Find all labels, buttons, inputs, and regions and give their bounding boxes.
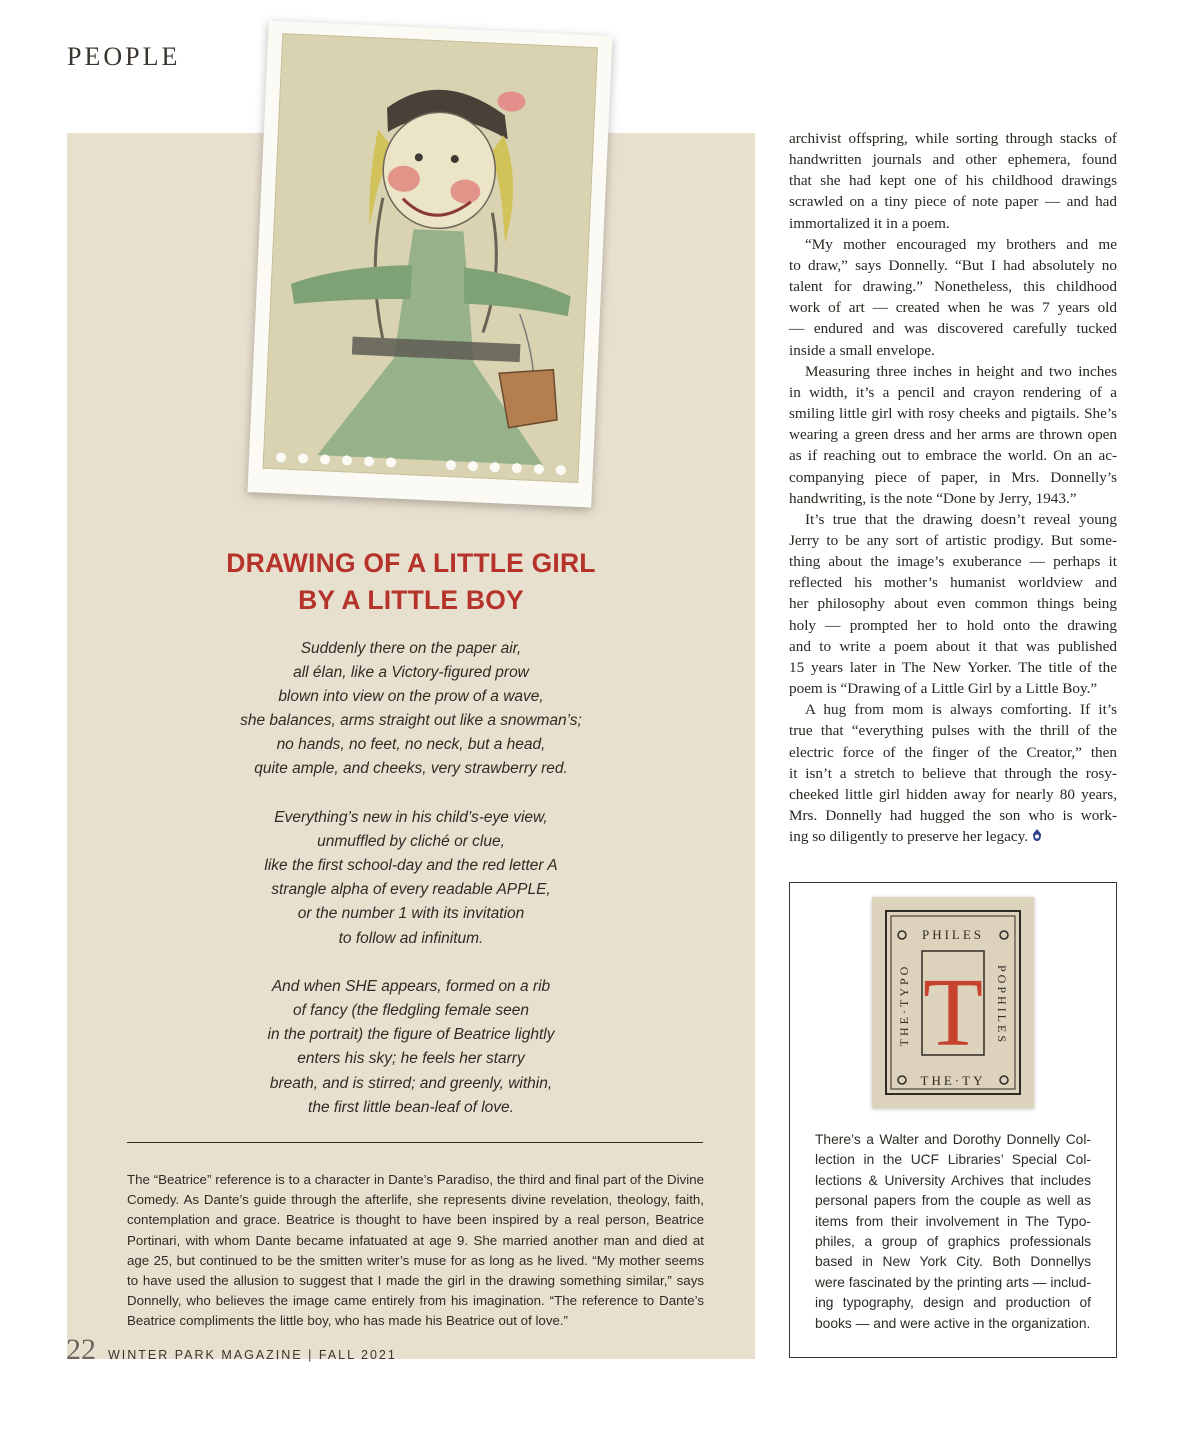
article-line: It’s true that the drawing doesn’t reveal young [805,510,1117,528]
article-line: it isn’t a stretch to believe that through the rosy- [789,764,1117,782]
poem-line: the first little bean-leaf of love. [308,1098,514,1116]
poem-stanza-3 [67,975,755,1120]
caption-line: were fascinated by the printing arts — includ- [815,1274,1092,1290]
logo-initial-letter: T [923,959,983,1067]
article-last-line [789,826,1117,847]
footnote-line: Donnelly, who believes the image came entirely from his imagination. “The reference to Dante’s [127,1293,704,1309]
footnote-line: age 25, but continued to be the smitten writer’s muse for as long as he lived. “My mother seems [127,1252,704,1268]
article-line: Jerry to be any sort of artistic prodigy. But some- [789,531,1117,549]
page-footer [66,1333,397,1373]
footnote-line: Comedy. As Dante’s guide through the afterlife, she represents divine revelation, theology, faith, [127,1192,704,1208]
poem-line: breath, and is stirred; and greenly, within, [269,1074,553,1092]
poem-line: in the portrait) the figure of Beatrice lightly [267,1026,555,1044]
caption-line: ing typography, design and production of [815,1295,1091,1311]
poem-line: enters his sky; he feels her starry [297,1050,525,1068]
poem-line: Everything’s new in his child’s-eye view, [274,809,548,827]
article-line: and to write a poem about it that was published [789,637,1117,655]
logo-right-text: POPHILES [995,964,1009,1046]
caption-line: books — and were active in the organization. [815,1315,1091,1331]
footnote-line: Portinari, with whom Dante became infatuated at age 9. She married another man and died at [127,1232,704,1248]
section-label: PEOPLE [67,42,181,71]
article-line: Mrs. Donnelly had hugged the son who is work- [789,807,1117,824]
article-line: smiling little girl with rosy cheeks and pigtails. She’s [789,405,1117,423]
typophiles-logo [872,897,1034,1108]
article-line: companying piece of paper, in Mrs. Donnelly’s [789,468,1117,486]
poem-line: blown into view on the prow of a wave, [278,688,544,706]
article-line: as if reaching out to embrace the world. On an ac- [789,447,1117,465]
poem-line: like the first school-day and the red letter A [264,857,558,875]
article-line: to draw,” says Donnelly. “But I had absolutely no [789,256,1117,274]
article-line: archivist offspring, while sorting through stacks of [789,130,1117,147]
article-line: inside a small envelope. [789,341,935,359]
article-line: talent for drawing.” Nonetheless, this childhood [789,278,1117,296]
childhood-drawing-photo [247,20,612,507]
poem-title-line: BY A LITTLE BOY [298,585,524,615]
poem-line: And when SHE appears, formed on a rib [271,978,551,996]
beatrice-footnote [127,1170,704,1332]
article-line: work of art — created when he was 7 years old [789,299,1117,317]
footnote-line: to have used the allusion to suggest that I made the girl in the drawing something similar,” says [127,1273,704,1289]
poem-line: of fancy (the fledgling female seen [292,1002,530,1020]
article-line: scrawled on a tiny piece of note paper — and had [789,193,1117,211]
footnote-line: The “Beatrice” reference is to a character in Dante’s Paradiso, the third and final part of the Divine [127,1172,704,1187]
caption-line: lections & University Archives that includes [815,1172,1091,1188]
article-line: wearing a green dress and her arms are thrown open [789,426,1117,444]
article-line: thing about the image’s exuberance — perhaps it [789,553,1117,571]
article-line: her philosophy about even common things being [789,595,1117,613]
footnote-line: contemplation and grace. Beatrice is thought to have been inspired by a real person, Beatrice [127,1212,704,1228]
article-line: in width, it’s a pencil and crayon rendering of a [789,383,1117,401]
article-line: true that “everything pulses with the thrill of the [789,722,1117,740]
poem-line: she balances, arms straight out like a snowman’s; [240,712,582,730]
typophiles-emblem-icon [872,897,1034,1108]
caption-line: There’s a Walter and Dorothy Donnelly Col- [815,1132,1091,1147]
child-drawing-of-girl-icon [263,33,598,483]
article-line: Measuring three inches in height and two inches [805,362,1117,380]
article-line: that she had kept one of his childhood drawings [789,172,1117,190]
article-line: 15 years later in The New Yorker. The title of the [789,658,1117,676]
poem-line: Suddenly there on the paper air, [300,640,522,657]
article-line: holy — prompted her to hold onto the drawing [789,616,1117,634]
caption-line: philes, a group of graphics professionals [815,1234,1091,1250]
article-line: — endured and was discovered carefully tucked [789,320,1117,338]
article-line: handwritten journals and other ephemera, found [789,151,1117,169]
article-line: handwriting, is the note “Done by Jerry, 1943.” [789,489,1077,507]
article-line: A hug from mom is always comforting. If it’s [805,701,1117,719]
article-line: poem is “Drawing of a Little Girl by a Little Boy.” [789,680,1098,698]
poem-line: quite ample, and cheeks, very strawberry red. [254,760,568,778]
poem-title [67,545,755,619]
poem-stanza-1 [67,637,755,782]
article-line: reflected his mother’s humanist worldview and [789,574,1117,592]
poem-title-line: DRAWING OF A LITTLE GIRL [226,548,596,578]
article-line: ing so diligently to preserve her legacy. [789,828,1028,846]
logo-bottom-text: THE·TY [920,1073,986,1088]
poem-stanza-2 [67,806,755,951]
caption-line: items from their involvement in The Typo- [815,1213,1091,1229]
caption-line: personal papers from the couple as well as [815,1193,1091,1209]
caption-line: based in New York City. Both Donnellys [815,1254,1091,1270]
article-line: cheeked little girl hidden away for nearly 80 years, [789,785,1117,803]
poem-body [67,637,755,1144]
poem-line: to follow ad infinitum. [338,929,484,947]
poem-line: strangle alpha of every readable APPLE, [271,881,551,899]
logo-top-text: PHILES [921,927,985,942]
logo-left-text: THE·TYPO [897,963,911,1047]
footnote-line: Beatrice compliments the little boy, who has made his Beatrice out of love.” [127,1313,568,1329]
article-line: “My mother encouraged my brothers and me [805,235,1117,253]
sidebar-caption [815,1130,1091,1334]
divider-rule [127,1142,703,1143]
article-body [789,128,1117,847]
poem-line: all élan, like a Victory-figured prow [293,664,529,682]
poem-line: or the number 1 with its invitation [297,905,525,923]
magazine-end-mark-icon [1032,829,1042,842]
page-number: 22 [66,1333,96,1366]
caption-line: lection in the UCF Libraries’ Special Col- [815,1152,1091,1168]
publication-line: WINTER PARK MAGAZINE | FALL 2021 [108,1348,397,1362]
poem-line: no hands, no feet, no neck, but a head, [276,736,546,754]
article-line: electric force of the finger of the Creator,” then [789,743,1117,761]
article-line: immortalized it in a poem. [789,214,950,232]
poem-line: unmuffled by cliché or clue, [317,833,505,851]
